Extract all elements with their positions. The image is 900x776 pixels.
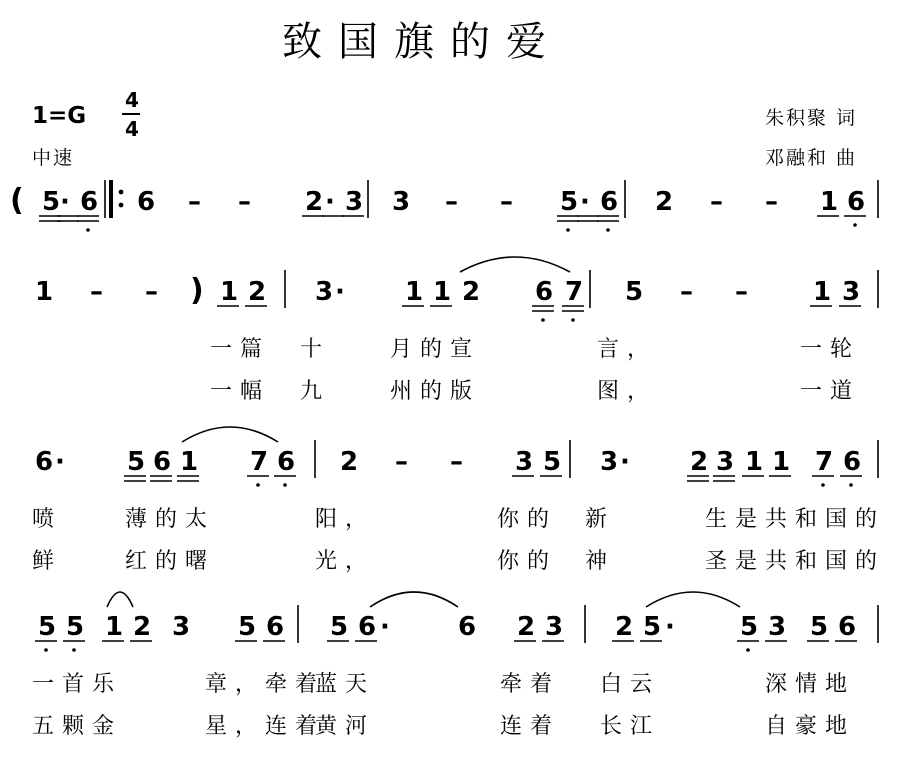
note: 2 [615,612,634,642]
note: – [500,187,513,217]
note: 3 [392,187,411,217]
time-signature-top: 4 [125,88,139,112]
note: 3 [768,612,787,642]
note: · [380,612,390,642]
low-octave-dot [566,228,570,232]
note: 1 [433,277,452,307]
lyric-word: 光， [315,549,376,574]
note: 6 [35,447,54,477]
lyric-word: 一轮 [800,337,861,362]
note: 7 [815,447,834,477]
note: 2 [305,187,324,217]
low-octave-dot [571,318,575,322]
note: 6 [137,187,156,217]
lyric-word: 牵着 [500,672,561,697]
lyric-word: 州的版 [390,379,481,404]
note: 5 [560,187,579,217]
slur [646,592,740,607]
note: – [90,277,103,307]
lyric-word: 蓝天 [315,672,376,697]
note: – [710,187,723,217]
lyric-word: 圣是共和国的 [705,549,886,574]
note: 2 [248,277,267,307]
note: 6 [358,612,377,642]
note: – [735,277,748,307]
note: 2 [462,277,481,307]
song-title: 致国旗的爱 [282,19,562,65]
note: · [325,187,335,217]
lyric-word: 自豪地 [765,714,856,739]
lyric-word: 你的 [497,507,558,532]
slur [107,592,133,607]
note: 2 [133,612,152,642]
note: 3 [345,187,364,217]
lyric-word: 图， [597,379,658,404]
slur [460,257,570,272]
lyric-word: 月的宣 [390,337,481,362]
note: – [395,447,408,477]
low-octave-dot [849,483,853,487]
note: ( [10,183,24,218]
note: 1 [820,187,839,217]
low-octave-dot [541,318,545,322]
note: 6 [80,187,99,217]
note: – [445,187,458,217]
lyric-word: 章，牵着 [205,672,326,697]
lyric-word: 你的 [497,549,558,574]
lyric-word: 一首乐 [32,672,123,697]
composer-credit: 邓融和 曲 [765,147,858,169]
lyric-word: 薄的太 [125,507,216,532]
note: 3 [842,277,861,307]
note: 1 [745,447,764,477]
note: 1 [220,277,239,307]
note: 2 [340,447,359,477]
low-octave-dot [283,483,287,487]
note: 1 [405,277,424,307]
note: – [145,277,158,307]
tempo-marking: 中速 [32,147,75,169]
lyric-word: 长江 [600,714,661,739]
note: 6 [458,612,477,642]
note: 1 [180,447,199,477]
lyric-word: 十 [300,337,331,362]
note: 7 [565,277,584,307]
note: ) [190,273,204,308]
lyric-word: 鲜 [32,549,63,574]
note: 1 [772,447,791,477]
note: 6 [153,447,172,477]
note: · [620,447,630,477]
lyric-word: 一道 [800,379,861,404]
note: 6 [838,612,857,642]
note: · [60,187,70,217]
note: – [680,277,693,307]
note: 5 [810,612,829,642]
note: – [188,187,201,217]
low-octave-dot [44,648,48,652]
low-octave-dot [606,228,610,232]
note: 1 [105,612,124,642]
lyric-word: 深情地 [765,672,856,697]
note: 5 [42,187,61,217]
low-octave-dot [72,648,76,652]
lyric-word: 言， [597,337,658,362]
lyric-word: 九 [300,379,331,404]
note: 7 [250,447,269,477]
lyric-word: 一幅 [210,379,271,404]
low-octave-dot [746,648,750,652]
note: 1 [35,277,54,307]
note: 6 [600,187,619,217]
note: 6 [535,277,554,307]
low-octave-dot [86,228,90,232]
lyric-word: 阳， [315,507,376,532]
note: 3 [716,447,735,477]
note: 5 [330,612,349,642]
note: 3 [515,447,534,477]
lyric-word: 红的曙 [125,549,216,574]
note: 3 [315,277,334,307]
note: – [765,187,778,217]
note: · [55,447,65,477]
lyric-word: 黄河 [315,714,376,739]
lyric-word: 星，连着 [205,714,326,739]
note: 2 [690,447,709,477]
note: 3 [172,612,191,642]
note: 5 [127,447,146,477]
lyric-word: 新 [585,507,616,532]
note: 2 [517,612,536,642]
lyric-word: 连着 [500,714,561,739]
lyric-word: 五颗金 [32,714,123,739]
note: 6 [847,187,866,217]
low-octave-dot [821,483,825,487]
slur [182,427,278,442]
note: 5 [543,447,562,477]
note: 6 [277,447,296,477]
note: 3 [545,612,564,642]
note: 3 [600,447,619,477]
lyricist-credit: 朱积聚 词 [765,107,858,129]
note: · [335,277,345,307]
note: 5 [66,612,85,642]
note: 6 [266,612,285,642]
repeat-dot [119,203,124,208]
note: 6 [843,447,862,477]
note: – [238,187,251,217]
note: 1 [813,277,832,307]
note: 5 [643,612,662,642]
note: 5 [238,612,257,642]
low-octave-dot [853,223,857,227]
note: · [580,187,590,217]
lyric-word: 生是共和国的 [705,507,886,532]
lyric-word: 一篇 [210,337,271,362]
note: 5 [38,612,57,642]
low-octave-dot [256,483,260,487]
key-signature: 1=G [32,103,87,129]
lyric-word: 白云 [600,672,661,697]
note: – [450,447,463,477]
note: · [665,612,675,642]
note: 5 [740,612,759,642]
repeat-dot [119,190,124,195]
note: 5 [625,277,644,307]
note: 2 [655,187,674,217]
lyric-word: 神 [585,549,616,574]
time-signature-bottom: 4 [125,117,139,141]
lyric-word: 喷 [32,507,63,532]
slur [370,592,458,607]
